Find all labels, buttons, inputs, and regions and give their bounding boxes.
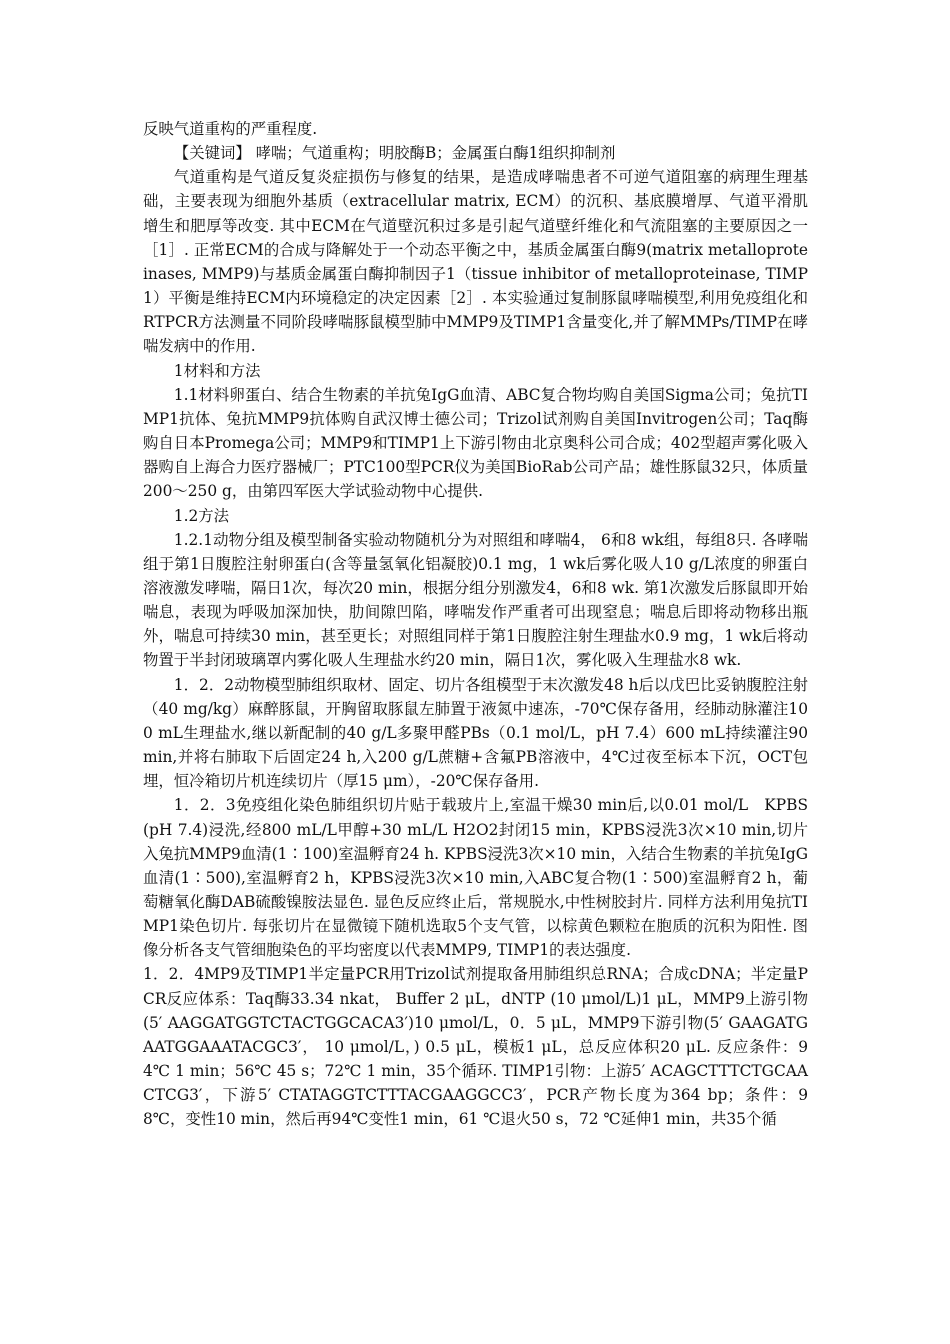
paragraph-semiquantitative-pcr: 1．2．4MP9及TIMP1半定量PCR用Trizol试剂提取备用肺组织总RNA；合成cDNA；半定量PCR反应体系：Taq酶33.34 nkat， Buffer 2 μL，dNTP (10 μmol/L)1 μL，MMP9上游引物(5′ AAGGATGGTCTACTGGCACA3′)10 μmol/L，0．5 μL，MMP9下游引物(5′ GAAGATGAATGGAAATACGC3′， 10 μmol/L，) 0.5 μL，模板1 μL，总反应体积20 μL. 反应条件：94℃ 1 min；56℃ 45 s；72℃ 1 min，35个循环. TIMP1引物：上游5′ ACAGCTTTCTGCAACTCG3′，下游5′ CTATAGGTCTTTACGAAGGCC3′，PCR产物长度为364 bp；条件：98℃，变性10 min，然后再94℃变性1 min，61 ℃退火50 s，72 ℃延伸1 min，共35个循 [143, 965, 808, 1129]
paragraph-abstract-end: 反映气道重构的严重程度. [143, 120, 318, 138]
paragraph-animal-grouping: 1.2.1动物分组及模型制备实验动物随机分为对照组和哮喘4， 6和8 wk组，每组8只. 各哮喘组于第1日腹腔注射卵蛋白(含等量氢氧化铝凝胶)0.1 mg，1 wk后雾化吸人10 g/L浓度的卵蛋白溶液激发哮喘，隔日1次，每次20 min，根据分组分别激发4，6和8 wk. 第1次激发后豚鼠即开始喘息，表现为呼吸加深加快，肋间隙凹陷，哮喘发作严重者可出现窒息；喘息后即将动物移出瓶外，喘息可持续30 min，甚至更长；对照组同样于第1日腹腔注射生理盐水0.9 mg，1 wk后将动物置于半封闭玻璃罩内雾化吸人生理盐水约20 min，隔日1次，雾化吸入生理盐水8 wk. [143, 530, 808, 670]
paragraph-introduction: 气道重构是气道反复炎症损伤与修复的结果，是造成哮喘患者不可逆气道阻塞的病理生理基础，主要表现为细胞外基质（extracellular matrix, ECM）的沉积、基底膜增厚、气道平滑肌增生和肥厚等改变. 其中ECM在气道壁沉积过多是引起气道壁纤维化和气流阻塞的主要原因之一［1］. 正常ECM的合成与降解处于一个动态平衡之中，基质金属蛋白酶9(matrix metalloproteinases, MMP9)与基质金属蛋白酶抑制因子1（tissue inhibitor of metalloproteinase, TIMP1）平衡是维持ECM内环境稳定的决定因素［2］. 本实验通过复制豚鼠哮喘模型,利用免疫组化和RTPCR方法测量不同阶段哮喘豚鼠模型肺中MMP9及TIMP1含量变化,并了解MMPs/TIMP在哮喘发病中的作用. [143, 168, 808, 356]
article-body [143, 117, 808, 1132]
section-heading-methods: 1.2方法 [173, 506, 230, 525]
section-heading-materials-methods: 1材料和方法 [173, 361, 261, 380]
paragraph-immunohistochemistry: 1．2．3免疫组化染色肺组织切片贴于载玻片上,室温干燥30 min后,以0.01 mol/L KPBS(pH 7.4)浸洗,经800 mL/L甲醇+30 mL/L H2O2封闭15 min，KPBS浸洗3次×10 min,切片入兔抗MMP9血清(1∶100)室温孵育24 h. KPBS浸洗3次×10 min，入结合生物素的羊抗兔IgG血清(1∶500),室温孵育2 h，KPBS浸洗3次×10 min,入ABC复合物(1∶500)室温孵育2 h，葡萄糖氧化酶DAB硫酸镍胺法显色. 显色反应终止后，常规脱水,中性树胶封片. 同样方法利用兔抗TIMP1染色切片. 每张切片在显微镜下随机选取5个支气管，以棕黄色颗粒在胞质的沉积为阳性. 图像分析各支气管细胞染色的平均密度以代表MMP9, TIMP1的表达强度. [143, 796, 808, 960]
paragraph-materials: 1.1材料卵蛋白、结合生物素的羊抗兔IgG血清、ABC复合物均购自美国Sigma公司；兔抗TIMP1抗体、兔抗MMP9抗体购自武汉博士德公司；Trizol试剂购自美国Invitrogen公司；Taq酶购自日本Promega公司；MMP9和TIMP1上下游引物由北京奥科公司合成；402型超声雾化吸入器购自上海合力医疗器械厂；PTC100型PCR仪为美国BioRab公司产品；雄性豚鼠32只，体质量200～250 g，由第四军医大学试验动物中心提供. [143, 385, 808, 501]
paragraph-tissue-sampling: 1．2．2动物模型肺组织取材、固定、切片各组模型于末次激发48 h后以戊巴比妥钠腹腔注射（40 mg/kg）麻醉豚鼠，开胸留取豚鼠左肺置于液氮中速冻，-70℃保存备用，经肺动脉灌注100 mL生理盐水,继以新配制的40 g/L多聚甲醛PBs（0.1 mol/L，pH 7.4）600 mL持续灌注90 min,并将右肺取下后固定24 h,入200 g/L蔗糖+含氟PB溶液中，4℃过夜至标本下沉，OCT包埋，恒冷箱切片机连续切片（厚15 μm），-20℃保存备用. [143, 675, 808, 791]
paragraph-keywords: 【关键词】 哮喘；气道重构；明胶酶B；金属蛋白酶1组织抑制剂 [173, 144, 616, 163]
